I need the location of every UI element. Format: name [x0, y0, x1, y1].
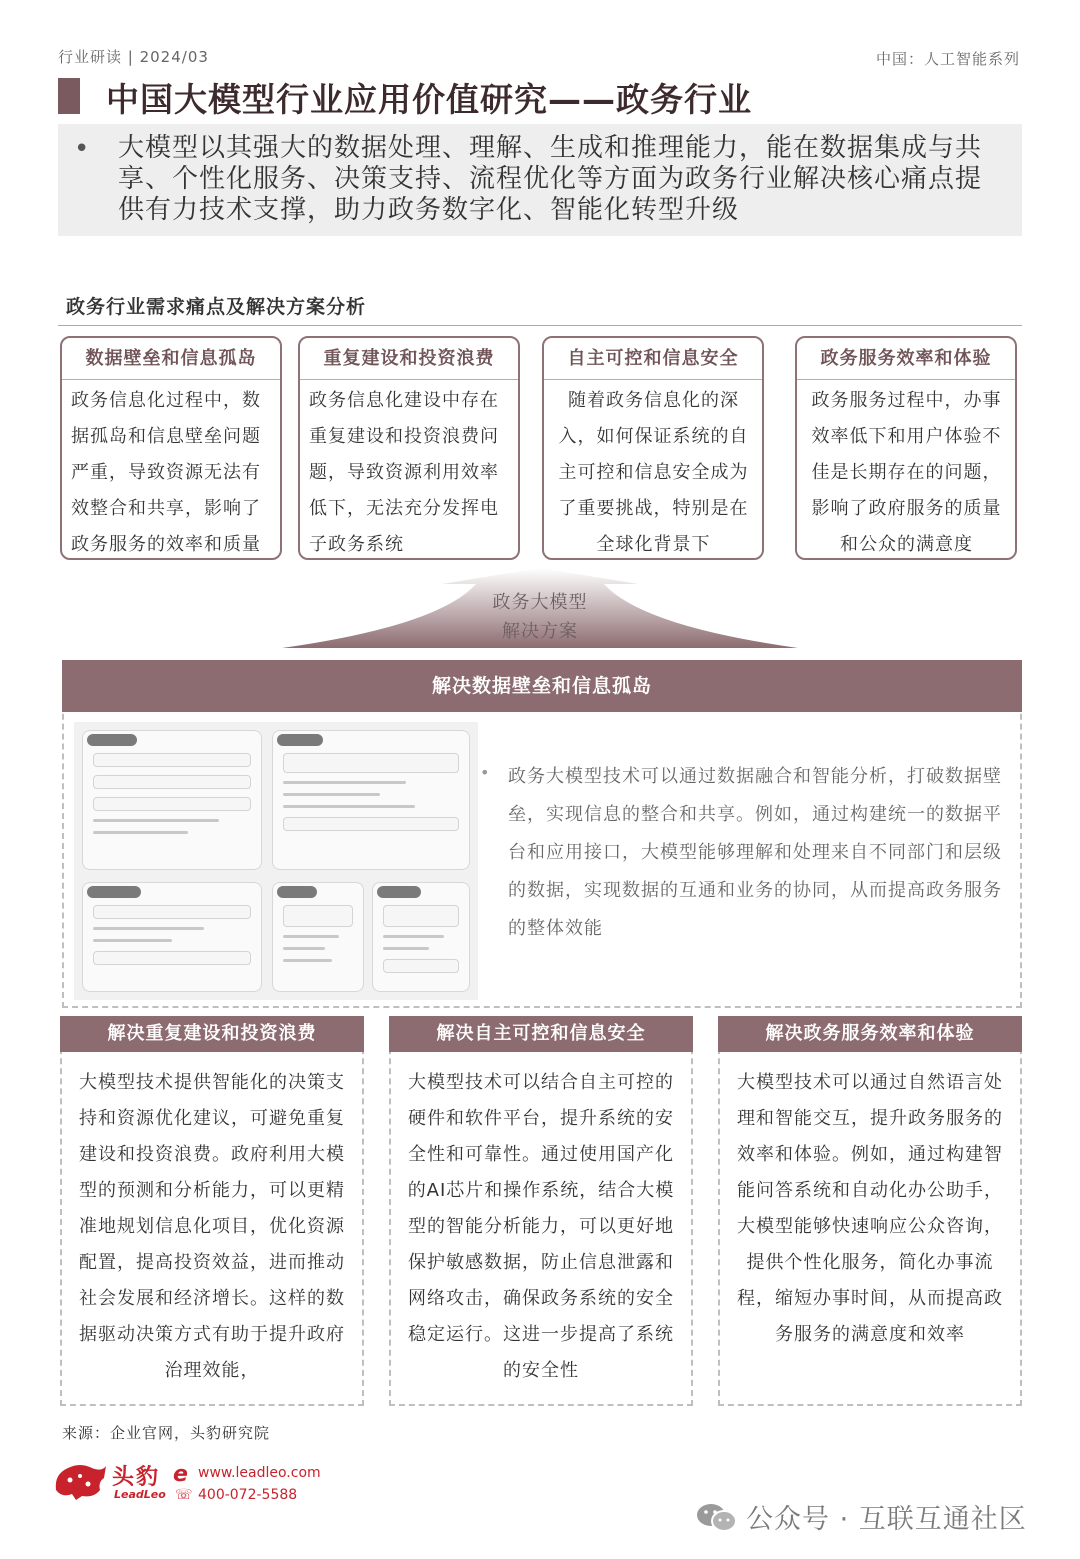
mock-card-tag — [277, 886, 317, 898]
summary-box — [58, 124, 1022, 236]
pain-point-title: 重复建设和投资浪费 — [300, 338, 518, 380]
phone-number: 400-072-5588 — [198, 1487, 298, 1503]
mock-card — [272, 882, 364, 992]
arrow-label-line1: 政务大模型 — [492, 592, 588, 613]
brand-name-cn: 头豹 — [112, 1465, 161, 1490]
title-marker — [58, 78, 80, 114]
solution-title: 解决重复建设和投资浪费 — [60, 1016, 364, 1052]
mock-card-tag — [87, 734, 137, 746]
mock-card-tag — [277, 734, 323, 746]
mock-card — [82, 730, 262, 870]
section-title: 政务行业需求痛点及解决方案分析 — [66, 296, 367, 318]
summary-bullet: • — [74, 134, 90, 164]
pain-point-text: 政务信息化建设中存在重复建设和投资浪费问题，导致资源利用效率低下，无法充分发挥电子政务系统 — [309, 390, 499, 555]
arrow-label-line2: 解决方案 — [502, 621, 578, 642]
solution-text: 大模型技术可以结合自主可控的硬件和软件平台，提升系统的安全性和可靠性。通过使用国产化的AI芯片和操作系统，结合大模型的智能分析能力，可以更好地保护敏感数据，防止信息泄露和网络攻击，确保政务系统的安全稳定运行。这进一步提高了系统的安全性 — [407, 1072, 675, 1381]
page-title: 中国大模型行业应用价值研究——政务行业 — [106, 80, 752, 119]
mock-card-tag — [377, 886, 421, 898]
pain-point-title: 数据壁垒和信息孤岛 — [62, 338, 280, 380]
pain-point-card — [795, 336, 1017, 560]
solution-title: 解决政务服务效率和体验 — [718, 1016, 1022, 1052]
mock-card — [82, 882, 262, 992]
main-solution-text: 政务大模型技术可以通过数据融合和智能分析，打破数据壁垒，实现信息的整合和共享。例如，通过构建统一的数据平台和应用接口，大模型能够理解和处理来自不同部门和层级的数据，实现数据的互通和业务的协同，从而提高政务服务的整体效能 — [508, 766, 1002, 939]
government-app-screenshot — [74, 722, 478, 1000]
pain-point-card — [542, 336, 764, 560]
source-note: 来源：企业官网，头豹研究院 — [62, 1424, 271, 1442]
pain-point-card — [60, 336, 282, 560]
pain-point-text: 政务服务过程中，办事效率低下和用户体验不佳是长期存在的问题，影响了政府服务的质量和公众的满意度 — [811, 390, 1002, 555]
wechat-icon — [696, 1502, 738, 1534]
website-link[interactable]: www.leadleo.com — [198, 1465, 321, 1481]
pain-point-text: 随着政务信息化的深入，如何保证系统的自主可控和信息安全成为了重要挑战，特别是在全球化背景下 — [558, 390, 749, 555]
mock-card — [272, 730, 470, 870]
solution-title: 解决自主可控和信息安全 — [389, 1016, 693, 1052]
mock-card — [372, 882, 470, 992]
main-solution-bullet: • — [480, 763, 490, 782]
header-right: 中国：人工智能系列 — [875, 50, 1020, 68]
section-divider — [58, 325, 1022, 326]
phone-icon: ☏ — [175, 1487, 193, 1503]
solution-text: 大模型技术提供智能化的决策支持和资源优化建议，可避免重复建设和投资浪费。政府利用大模型的预测和分析能力，可以更精准地规划信息化项目，优化资源配置，提高投资效益，进而推动社会发展和经济增长。这样的数据驱动决策方式有助于提升政府治理效能， — [79, 1072, 345, 1381]
mock-card-tag — [87, 886, 141, 898]
solution-text: 大模型技术可以通过自然语言处理和智能交互，提升政务服务的效率和体验。例如，通过构建智能问答系统和自动化办公助手，大模型能够快速响应公众咨询，提供个性化服务，简化办事流程，缩短办事时间，从而提高政务服务的满意度和效率 — [737, 1072, 1003, 1345]
pain-point-title: 政务服务效率和体验 — [797, 338, 1015, 380]
web-e-icon: e — [173, 1462, 188, 1487]
pain-point-text: 政务信息化过程中，数据孤岛和信息壁垒问题严重，导致资源无法有效整合和共享，影响了政务服务的效率和质量 — [71, 390, 261, 555]
leopard-logo-icon — [52, 1460, 108, 1502]
pain-point-title: 自主可控和信息安全 — [544, 338, 762, 380]
arrow-label — [480, 588, 600, 646]
summary-text: 大模型以其强大的数据处理、理解、生成和推理能力，能在数据集成与共享、个性化服务、决策支持、流程优化等方面为政务行业解决核心痛点提供有力技术支撑，助力政务数字化、智能化转型升级 — [118, 133, 983, 225]
pain-point-card — [298, 336, 520, 560]
main-solution-title: 解决数据壁垒和信息孤岛 — [62, 660, 1022, 712]
watermark-text: 公众号 · 互联互通社区 — [746, 1504, 1027, 1535]
header-left: 行业研读 | 2024/03 — [58, 48, 209, 66]
brand-name-en: LeadLeo — [114, 1488, 166, 1501]
